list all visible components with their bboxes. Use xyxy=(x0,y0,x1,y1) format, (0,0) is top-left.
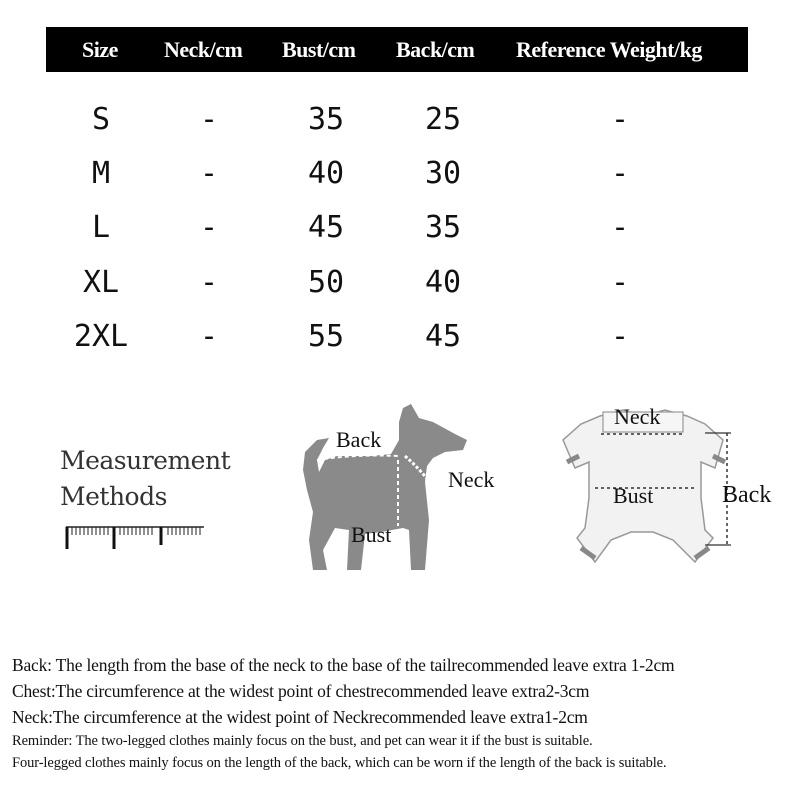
cell-bust: 35 xyxy=(307,102,345,137)
cell-bust: 55 xyxy=(307,319,345,354)
dog-neck-label: Neck xyxy=(448,467,495,492)
measurement-title-line2: Methods xyxy=(60,482,167,511)
cell-neck: - xyxy=(199,102,219,137)
cell-back: 45 xyxy=(424,319,462,354)
measurement-methods-title xyxy=(60,443,230,515)
garment-neck-label: Neck xyxy=(614,404,661,429)
ruler-icon xyxy=(64,523,206,551)
cell-neck: - xyxy=(199,265,219,300)
header-reference-weight: Reference Weight/kg xyxy=(516,37,702,62)
cell-weight: - xyxy=(610,156,630,191)
measurement-title-line1: Measurement xyxy=(60,446,231,475)
header-size: Size xyxy=(82,37,118,62)
garment-back-label: Back xyxy=(722,482,772,508)
header-back: Back/cm xyxy=(396,37,475,62)
cell-neck: - xyxy=(199,319,219,354)
cell-size: S xyxy=(91,102,111,137)
header-bust: Bust/cm xyxy=(282,37,356,62)
header-neck: Neck/cm xyxy=(164,37,243,62)
size-table-header xyxy=(46,27,748,72)
cell-bust: 45 xyxy=(307,210,345,245)
cell-size: XL xyxy=(82,265,120,300)
note-back: Back: The length from the base of the neck to the base of the tailrecommended leave extra 1-2cm xyxy=(12,655,675,675)
cell-weight: - xyxy=(610,265,630,300)
cell-weight: - xyxy=(610,102,630,137)
cell-bust: 50 xyxy=(307,265,345,300)
dog-bust-label: Bust xyxy=(351,522,392,547)
cell-size: M xyxy=(91,156,111,191)
garment-bust-label: Bust xyxy=(613,483,654,508)
note-four-legged: Four-legged clothes mainly focus on the length of the back, which can be worn if the length of the back is suitable. xyxy=(12,755,667,771)
measurement-notes xyxy=(12,652,800,774)
cell-back: 40 xyxy=(424,265,462,300)
cell-back: 35 xyxy=(424,210,462,245)
note-reminder: Reminder: The two-legged clothes mainly focus on the bust, and pet can wear it if the bust is suitable. xyxy=(12,733,593,749)
cell-size: L xyxy=(91,210,111,245)
cell-bust: 40 xyxy=(307,156,345,191)
cell-neck: - xyxy=(199,156,219,191)
note-neck: Neck:The circumference at the widest point of Neckrecommended leave extra1-2cm xyxy=(12,707,588,727)
cell-back: 25 xyxy=(424,102,462,137)
cell-size: 2XL xyxy=(73,319,129,354)
cell-weight: - xyxy=(610,210,630,245)
cell-back: 30 xyxy=(424,156,462,191)
note-chest: Chest:The circumference at the widest point of chestrecommended leave extra2-3cm xyxy=(12,681,590,701)
dog-back-label: Back xyxy=(336,427,382,452)
cell-neck: - xyxy=(199,210,219,245)
cell-weight: - xyxy=(610,319,630,354)
